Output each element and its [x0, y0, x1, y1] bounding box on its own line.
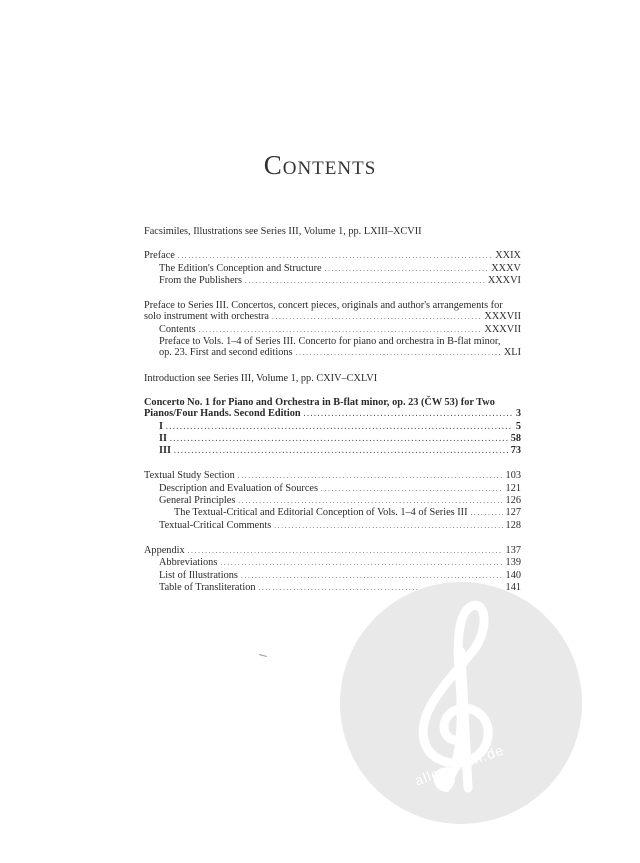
page-title: Contents — [263, 150, 377, 180]
toc-entry — [144, 507, 521, 519]
toc-note: Facsimiles, Illustrations see Series III, Volume 1, pp. LXIII–XCVII — [144, 226, 422, 237]
toc-page-number: 5 — [515, 420, 521, 432]
stray-mark — [259, 654, 267, 657]
dot-leader — [321, 483, 503, 495]
toc-entry — [144, 495, 521, 507]
dot-leader — [274, 520, 502, 532]
dot-leader — [304, 408, 513, 420]
toc-entry-label: op. 23. First and second editions — [159, 347, 293, 359]
dot-leader — [325, 263, 489, 275]
toc-entry — [144, 408, 521, 420]
toc-group — [144, 373, 521, 384]
toc-page-number: XXXV — [491, 262, 521, 274]
toc-entry-label: II — [159, 432, 168, 444]
toc-entry-label: Preface to Vols. 1–4 of Series III. Concerto for piano and orchestra in B-flat minor, — [159, 336, 501, 348]
toc-entry-label: General Principles — [159, 495, 236, 507]
toc-entry-label: Description and Evaluation of Sources — [159, 482, 318, 494]
toc-page-number: 73 — [510, 445, 521, 457]
toc-page-number: 128 — [505, 519, 521, 531]
toc-entry — [144, 250, 521, 262]
treble-clef-icon — [340, 582, 582, 824]
toc-entry — [144, 557, 521, 569]
toc-group — [144, 250, 521, 287]
dot-leader — [199, 324, 482, 336]
toc-page-number: 141 — [505, 581, 521, 593]
toc-entry-label: Preface — [144, 250, 175, 262]
toc-page-number: 3 — [515, 408, 521, 420]
watermark-circle — [340, 582, 582, 824]
dot-leader — [174, 445, 508, 457]
toc-entry — [144, 421, 521, 433]
toc-entry-label: III — [159, 445, 172, 457]
toc-entry — [144, 470, 521, 482]
toc-entry-label: Preface to Series III. Concertos, concert pieces, originals and author's arrangements for — [144, 300, 503, 312]
toc-page-number: 121 — [505, 482, 521, 494]
toc-entry — [144, 445, 521, 457]
toc-page-number: XLI — [503, 347, 521, 359]
toc-entry-label: solo instrument with orchestra — [144, 311, 269, 323]
toc-note: Introduction see Series III, Volume 1, pp. CXIV–CXLVI — [144, 372, 378, 384]
toc-page-number: 103 — [505, 470, 521, 482]
toc-page-number: 137 — [505, 544, 521, 556]
dot-leader — [272, 311, 481, 323]
dot-leader — [166, 421, 513, 433]
toc-page-number: XXXVI — [487, 274, 521, 286]
toc-entry-label: Appendix — [144, 544, 185, 556]
toc-page-number: XXIX — [495, 250, 521, 262]
toc-entry-label: Abbreviations — [159, 557, 218, 569]
toc-entry-label: Concerto No. 1 for Piano and Orchestra in B-flat minor, op. 23 (ČW 53) for Two — [144, 396, 495, 408]
toc-entry — [144, 347, 521, 359]
dot-leader — [296, 347, 501, 359]
toc-group — [144, 397, 521, 457]
watermark-text: alle-noten.de — [412, 741, 507, 789]
dot-leader — [178, 250, 492, 262]
dot-leader — [170, 433, 508, 445]
toc-entry-label: I — [159, 420, 164, 432]
toc-entry — [144, 520, 521, 532]
dot-leader — [241, 570, 503, 582]
toc-entry-label: The Textual-Critical and Editorial Conception of Vols. 1–4 of Series III — [174, 507, 468, 519]
toc-entry — [144, 275, 521, 287]
dot-leader — [188, 545, 503, 557]
toc-entry-label: List of Illustrations — [159, 569, 238, 581]
toc-entry-label: Pianos/Four Hands. Second Edition — [144, 408, 301, 420]
toc-entry — [144, 433, 521, 445]
toc-page-number: 127 — [505, 507, 521, 519]
toc-page-number: 139 — [505, 557, 521, 569]
toc-page-number: 126 — [505, 495, 521, 507]
toc-entry — [144, 545, 521, 557]
toc-entry-label: Contents — [159, 323, 196, 335]
dot-leader — [220, 557, 502, 569]
toc-entry-label: The Edition's Conception and Structure — [159, 262, 322, 274]
toc-entry-label: Textual Study Section — [144, 470, 235, 482]
toc-group — [144, 300, 521, 359]
toc-entry — [144, 311, 521, 323]
dot-leader — [471, 507, 503, 519]
toc-entry — [144, 570, 521, 582]
toc-entry-label: Table of Transliteration — [159, 581, 256, 593]
dot-leader — [238, 495, 502, 507]
toc-page-number: 58 — [510, 432, 521, 444]
toc-entry-label: From the Publishers — [159, 274, 242, 286]
toc-page-number: XXXVII — [484, 311, 521, 323]
toc-group — [144, 226, 521, 237]
toc-entry — [144, 263, 521, 275]
table-of-contents — [144, 226, 521, 594]
toc-entry — [144, 483, 521, 495]
toc-entry-label: Textual-Critical Comments — [159, 519, 272, 531]
toc-entry — [144, 324, 521, 336]
toc-page-number: XXXVII — [484, 323, 521, 335]
dot-leader — [238, 470, 503, 482]
dot-leader — [245, 275, 485, 287]
toc-group — [144, 470, 521, 531]
toc-page-number: 140 — [505, 569, 521, 581]
